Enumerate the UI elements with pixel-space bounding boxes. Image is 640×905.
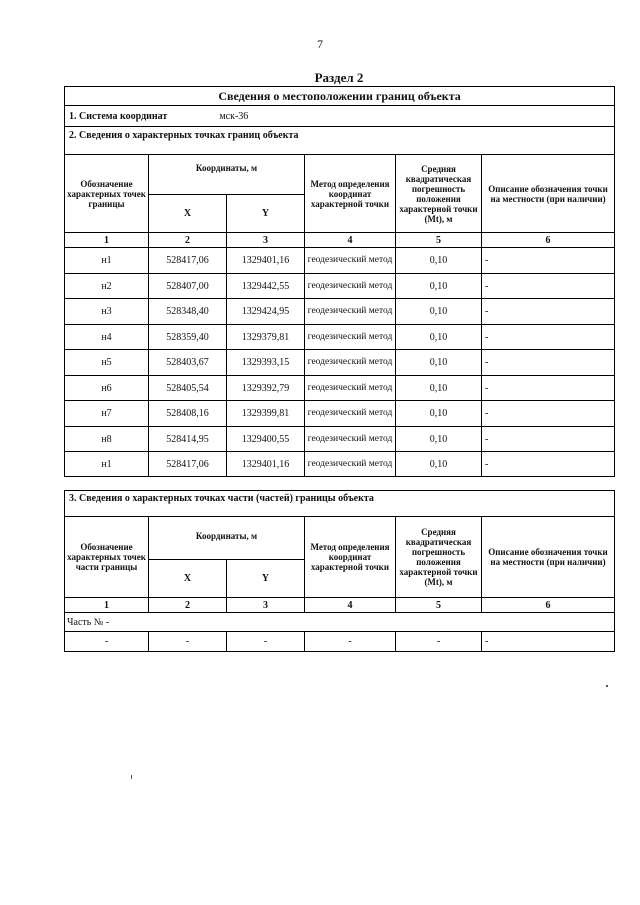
part-section-title: 3. Сведения о характерных точках части (частей) границы объекта	[65, 491, 615, 517]
coord-system-value: мск-36	[219, 110, 249, 122]
header-x: X	[149, 560, 227, 598]
column-number: 2	[149, 598, 227, 613]
header-accuracy: Средняя квадратическая погрешность положения характерной точки (Mt), м	[396, 517, 482, 598]
point-accuracy: 0,10	[396, 274, 482, 299]
header-y: Y	[227, 195, 305, 233]
point-accuracy: 0,10	[396, 452, 482, 477]
header-coordinates: Координаты, м	[149, 517, 305, 560]
point-id: н6	[65, 376, 149, 401]
table-row	[65, 325, 615, 350]
point-x: 528417,06	[149, 452, 227, 477]
empty-cell: -	[482, 632, 615, 652]
point-accuracy: 0,10	[396, 248, 482, 274]
point-description: -	[482, 350, 615, 376]
column-number: 3	[227, 598, 305, 613]
point-y: 1329424,95	[227, 299, 305, 325]
point-y: 1329392,79	[227, 376, 305, 401]
point-accuracy: 0,10	[396, 299, 482, 325]
point-accuracy: 0,10	[396, 350, 482, 376]
point-y: 1329400,55	[227, 427, 305, 452]
points-section-title: 2. Сведения о характерных точках границ объекта	[65, 127, 615, 155]
header-designation: Обозначение характерных точек границы	[65, 155, 149, 233]
point-y: 1329399,81	[227, 401, 305, 427]
point-method: геодезический метод	[305, 325, 396, 350]
point-y: 1329401,16	[227, 452, 305, 477]
point-id: н5	[65, 350, 149, 376]
point-id: н7	[65, 401, 149, 427]
point-x: 528403,67	[149, 350, 227, 376]
point-method: геодезический метод	[305, 401, 396, 427]
point-method: геодезический метод	[305, 350, 396, 376]
column-number: 4	[305, 233, 396, 248]
column-number: 6	[482, 233, 615, 248]
point-method: геодезический метод	[305, 248, 396, 274]
column-number: 1	[65, 233, 149, 248]
scan-mark	[131, 775, 132, 779]
empty-cell: -	[65, 632, 149, 652]
header-y: Y	[227, 560, 305, 598]
column-number: 5	[396, 233, 482, 248]
point-x: 528405,54	[149, 376, 227, 401]
table-row	[65, 299, 615, 325]
point-description: -	[482, 299, 615, 325]
point-description: -	[482, 248, 615, 274]
point-x: 528348,40	[149, 299, 227, 325]
point-method: геодезический метод	[305, 452, 396, 477]
point-accuracy: 0,10	[396, 376, 482, 401]
empty-cell: -	[305, 632, 396, 652]
header-method: Метод определения координат характерной точки	[305, 155, 396, 233]
header-x: X	[149, 195, 227, 233]
point-method: геодезический метод	[305, 427, 396, 452]
header-accuracy: Средняя квадратическая погрешность положения характерной точки (Mt), м	[396, 155, 482, 233]
table-row	[65, 376, 615, 401]
column-number-row	[65, 598, 615, 613]
table-row	[65, 248, 615, 274]
point-y: 1329401,16	[227, 248, 305, 274]
header-coordinates: Координаты, м	[149, 155, 305, 195]
point-description: -	[482, 325, 615, 350]
point-accuracy: 0,10	[396, 325, 482, 350]
point-method: геодезический метод	[305, 274, 396, 299]
point-x: 528359,40	[149, 325, 227, 350]
point-description: -	[482, 427, 615, 452]
point-description: -	[482, 376, 615, 401]
column-number: 4	[305, 598, 396, 613]
header-method: Метод определения координат характерной точки	[305, 517, 396, 598]
point-x: 528408,16	[149, 401, 227, 427]
coord-system-label: 1. Система координат	[69, 110, 168, 122]
column-number: 3	[227, 233, 305, 248]
point-accuracy: 0,10	[396, 427, 482, 452]
empty-cell: -	[396, 632, 482, 652]
point-id: н2	[65, 274, 149, 299]
point-description: -	[482, 274, 615, 299]
point-y: 1329379,81	[227, 325, 305, 350]
point-method: геодезический метод	[305, 299, 396, 325]
table-row	[65, 427, 615, 452]
header-designation: Обозначение характерных точек части границы	[65, 517, 149, 598]
column-number: 1	[65, 598, 149, 613]
point-y: 1329442,55	[227, 274, 305, 299]
point-description: -	[482, 452, 615, 477]
point-id: н8	[65, 427, 149, 452]
column-number: 5	[396, 598, 482, 613]
column-number-row	[65, 233, 615, 248]
table-row	[65, 274, 615, 299]
point-id: н3	[65, 299, 149, 325]
empty-cell: -	[227, 632, 305, 652]
table-row	[65, 401, 615, 427]
point-id: н1	[65, 452, 149, 477]
column-number: 2	[149, 233, 227, 248]
coord-system-row	[65, 106, 615, 127]
point-y: 1329393,15	[227, 350, 305, 376]
point-id: н4	[65, 325, 149, 350]
point-accuracy: 0,10	[396, 401, 482, 427]
column-number: 6	[482, 598, 615, 613]
point-description: -	[482, 401, 615, 427]
point-id: н1	[65, 248, 149, 274]
header-description: Описание обозначения точки на местности (при наличии)	[482, 517, 615, 598]
table-row	[65, 350, 615, 376]
header-description: Описание обозначения точки на местности (при наличии)	[482, 155, 615, 233]
point-x: 528414,95	[149, 427, 227, 452]
point-x: 528407,00	[149, 274, 227, 299]
table-row	[65, 452, 615, 477]
table-title: Сведения о местоположении границ объекта	[65, 87, 615, 106]
point-x: 528417,06	[149, 248, 227, 274]
section-title: Раздел 2	[314, 70, 364, 85]
part-boundary-table	[64, 490, 615, 652]
table-row	[65, 632, 615, 652]
page-number: 7	[317, 37, 323, 51]
part-label: Часть № -	[65, 613, 615, 632]
point-method: геодезический метод	[305, 376, 396, 401]
scan-mark	[606, 685, 608, 687]
boundary-table	[64, 86, 615, 477]
empty-cell: -	[149, 632, 227, 652]
